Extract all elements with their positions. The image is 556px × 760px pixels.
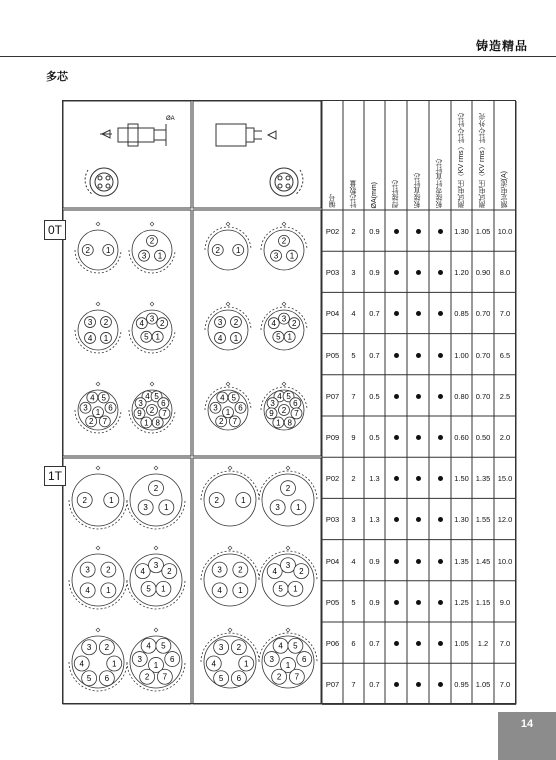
pin-number: 3 [149,314,155,324]
table-cell-v1: 1.20 [454,268,469,278]
table-cell-v2: 0.70 [475,309,491,319]
table-cell-amp: 7.0 [499,309,511,319]
table-cell-count: 5 [351,597,356,607]
pin-number: 3 [270,398,275,408]
table-cell-count: 2 [351,474,356,484]
pin-number: 3 [281,314,287,324]
pin-number: 6 [161,398,166,408]
table-cell-amp: 15.0 [497,474,513,484]
table-header-label: 板接直针芯 [414,173,421,208]
pin-number: 5 [218,674,224,684]
pin-number: 1 [106,245,111,255]
pin-number: 2 [85,245,90,255]
pin-number: 2 [218,417,224,427]
table-cell-count: 9 [351,433,356,442]
pin-number: 3 [217,565,222,575]
table-cell-v2: 1.15 [475,597,491,607]
pin-number: 5 [144,332,149,342]
pin-number: 1 [112,659,117,669]
pin-number: 5 [101,393,106,403]
table-cell-amp: 9.0 [499,597,511,607]
pin-number: 5 [293,641,298,651]
table-cell-v1: 1.50 [454,474,469,484]
table-cell-dia: 0.5 [369,433,380,442]
pin-number: 8 [287,418,292,428]
table-cell-amp: 7.0 [499,680,511,690]
pin-number: 5 [286,392,291,402]
table-cell-amp: 10.0 [497,227,513,236]
table-cell-dia: 1.3 [369,515,380,525]
table-cell-count: 5 [351,350,356,360]
pin-number: 2 [215,245,220,255]
table-cell-amp: 8.0 [499,268,511,278]
dim-label: ØA [166,116,175,122]
pin-number: 7 [294,409,299,419]
pin-number: 9 [137,409,142,419]
pin-number: 5 [276,332,281,342]
table-cell-dia: 0.9 [369,597,380,607]
brand-title: 铸造精品 [475,39,528,53]
table-cell-v1: 1.05 [454,639,469,648]
pin-number: 3 [273,251,279,261]
table-cell-count: 2 [351,227,356,236]
pin-number: 6 [293,398,298,408]
pin-number: 5 [161,641,166,651]
pin-number: 9 [269,409,274,419]
table-header-label: 额定电流(A) [501,170,508,208]
pin-number: 1 [244,659,249,669]
table-cell-v2: 1.45 [475,556,491,566]
pin-number: 2 [299,566,304,576]
table-cell-code: P04 [325,309,340,319]
pin-number: 1 [225,408,231,418]
pin-number: 1 [238,586,243,596]
pin-number: 1 [95,408,101,418]
table-cell-v2: 0.70 [475,350,491,360]
table-cell-dia: 0.9 [369,556,380,566]
pin-number: 7 [294,672,300,682]
table-cell-code: P05 [325,597,340,607]
pin-number: 1 [241,495,246,505]
table-cell-count: 6 [351,639,356,648]
table-cell-code: P02 [325,227,340,236]
pin-number: 1 [155,332,160,342]
page-number: 14 [520,718,534,730]
table-cell-code: P04 [325,556,340,566]
pin-number: 4 [271,318,276,328]
pin-number: 2 [144,672,150,682]
table-cell-code: P05 [325,350,340,360]
table-cell-code: P03 [325,268,340,278]
pin-number: 5 [154,392,159,402]
table-cell-v1: 1.00 [454,350,469,360]
table-cell-amp: 2.0 [499,433,511,442]
pin-number: 1 [157,251,163,261]
table-cell-v1: 1.25 [454,597,469,607]
pin-number: 2 [281,236,287,246]
pin-number: 6 [104,674,110,684]
table-cell-v2: 0.50 [475,433,491,442]
table-cell-v1: 1.30 [454,227,469,236]
pin-number: 4 [272,566,277,576]
pin-number: 4 [85,586,90,596]
table-cell-count: 3 [351,268,356,278]
table-cell-v1: 0.95 [454,680,469,690]
table-cell-dia: 0.9 [369,268,380,278]
table-cell-dia: 0.7 [369,639,380,648]
table-cell-dia: 1.3 [369,474,380,484]
pin-number: 3 [218,643,224,653]
pin-number: 2 [82,495,87,505]
pin-number: 4 [220,393,225,403]
pin-number: 2 [149,405,155,415]
pin-number: 1 [285,660,291,670]
pin-number: 4 [145,392,150,402]
pin-number: 5 [86,674,92,684]
table-cell-amp: 6.5 [499,350,511,360]
pin-number: 1 [144,418,149,428]
pin-number: 3 [269,654,274,664]
pin-number: 2 [238,565,243,575]
pin-number: 3 [138,398,143,408]
pin-number: 2 [106,565,111,575]
pin-number: 1 [106,586,111,596]
table-header-label: 编号 [328,194,336,208]
table-cell-v1: 1.35 [454,556,469,566]
pin-number: 1 [287,332,292,342]
series-label-0t: 0T [44,220,66,240]
pin-number: 7 [102,417,108,427]
table-cell-amp: 2.5 [499,391,511,401]
table-cell-v2: 0.70 [475,391,491,401]
table-cell-v2: 1.35 [475,474,491,484]
table-header-label: 测试电压（KV rms）针芯-针芯 [457,112,465,208]
pin-number: 2 [292,318,297,328]
table-header-label: 测试电压（KV rms）针芯-外壳 [479,112,486,208]
section-title: 多芯 [46,71,68,83]
table-cell-count: 4 [351,556,356,566]
pin-number: 2 [167,566,172,576]
pin-number: 2 [103,317,109,327]
pin-number: 5 [278,584,283,594]
pin-number: 4 [90,393,95,403]
pin-number: 3 [275,503,280,513]
pin-number: 1 [103,333,109,343]
table-cell-v2: 0.90 [475,268,491,278]
pin-number: 4 [217,333,223,343]
pin-number: 2 [88,417,94,427]
table-cell-dia: 0.7 [369,350,380,360]
pin-number: 1 [153,660,159,670]
pin-number: 1 [296,503,301,513]
table-cell-code: P07 [325,680,340,690]
table-header-label: 焊接针芯 [392,180,399,208]
table-cell-count: 3 [351,515,356,525]
pin-number: 4 [211,659,216,669]
pin-number: 4 [146,641,151,651]
pin-number: 1 [289,251,295,261]
pin-number: 3 [141,251,147,261]
pin-number: 7 [232,417,238,427]
pin-number: 4 [79,659,84,669]
pin-number: 2 [214,495,219,505]
table-cell-v2: 1.2 [477,639,489,648]
pin-number: 2 [153,483,159,493]
pin-number: 2 [281,405,287,415]
pin-number: 2 [104,643,110,653]
pin-number: 5 [146,584,151,594]
pin-number: 3 [153,561,159,571]
pin-number: 1 [236,245,241,255]
table-cell-amp: 12.0 [497,515,513,525]
table-header-label: 针芯数量 [349,180,357,208]
pin-number: 1 [233,333,239,343]
table-cell-v1: 0.80 [454,391,469,401]
pin-number: 2 [149,236,155,246]
table-cell-code: P07 [325,391,340,401]
table-cell-count: 7 [351,391,356,401]
table-cell-dia: 0.9 [369,227,380,236]
pin-number: 2 [160,318,165,328]
pin-number: 5 [231,393,236,403]
table-cell-code: P03 [325,515,340,525]
pin-number: 3 [85,565,90,575]
pin-number: 4 [139,318,144,328]
table-cell-amp: 10.0 [497,556,513,566]
pin-number: 3 [143,503,148,513]
table-cell-v2: 1.55 [475,515,491,525]
pin-number: 2 [236,643,242,653]
pin-number: 1 [293,584,298,594]
pin-number: 4 [140,566,145,576]
table-header-label: ØA(mm) [371,181,378,208]
pin-number: 6 [238,403,243,413]
table-header-label: 板接弯针直针芯 [436,159,443,208]
pin-number: 1 [161,584,166,594]
pin-number: 6 [302,654,307,664]
pin-number: 6 [236,674,242,684]
pin-number: 2 [276,672,282,682]
pin-number: 4 [277,392,282,402]
table-cell-dia: 0.7 [369,680,380,690]
table-cell-count: 4 [351,309,356,319]
pin-number: 3 [285,561,291,571]
table-cell-v1: 0.85 [454,309,469,319]
pin-number: 3 [137,654,142,664]
table-cell-v1: 1.30 [454,515,469,525]
pin-number: 3 [83,403,88,413]
table-cell-v2: 1.05 [475,227,491,236]
pin-number: 3 [87,317,93,327]
table-cell-count: 7 [351,680,356,690]
pin-number: 1 [276,418,281,428]
pin-number: 6 [108,403,113,413]
pin-number: 8 [155,418,160,428]
pin-number: 4 [87,333,93,343]
pin-number: 1 [109,495,114,505]
table-cell-dia: 0.5 [369,391,380,401]
pin-number: 3 [213,403,218,413]
series-label-1t: 1T [44,466,66,486]
table-cell-v2: 1.05 [475,680,491,690]
pin-number: 4 [217,586,222,596]
pin-number: 3 [86,643,92,653]
pin-number: 7 [162,409,167,419]
pin-number: 4 [278,641,283,651]
table-cell-code: P09 [325,433,340,442]
pin-number: 3 [217,317,223,327]
pin-number: 7 [162,672,168,682]
table-cell-amp: 7.0 [499,639,511,648]
table-cell-code: P02 [325,474,340,484]
pin-number: 6 [170,654,175,664]
table-cell-dia: 0.7 [369,309,380,319]
pin-number: 1 [164,503,169,513]
pin-number: 2 [285,483,291,493]
pin-number: 2 [233,317,239,327]
table-cell-code: P06 [325,639,340,648]
table-cell-v1: 0.60 [454,433,469,442]
